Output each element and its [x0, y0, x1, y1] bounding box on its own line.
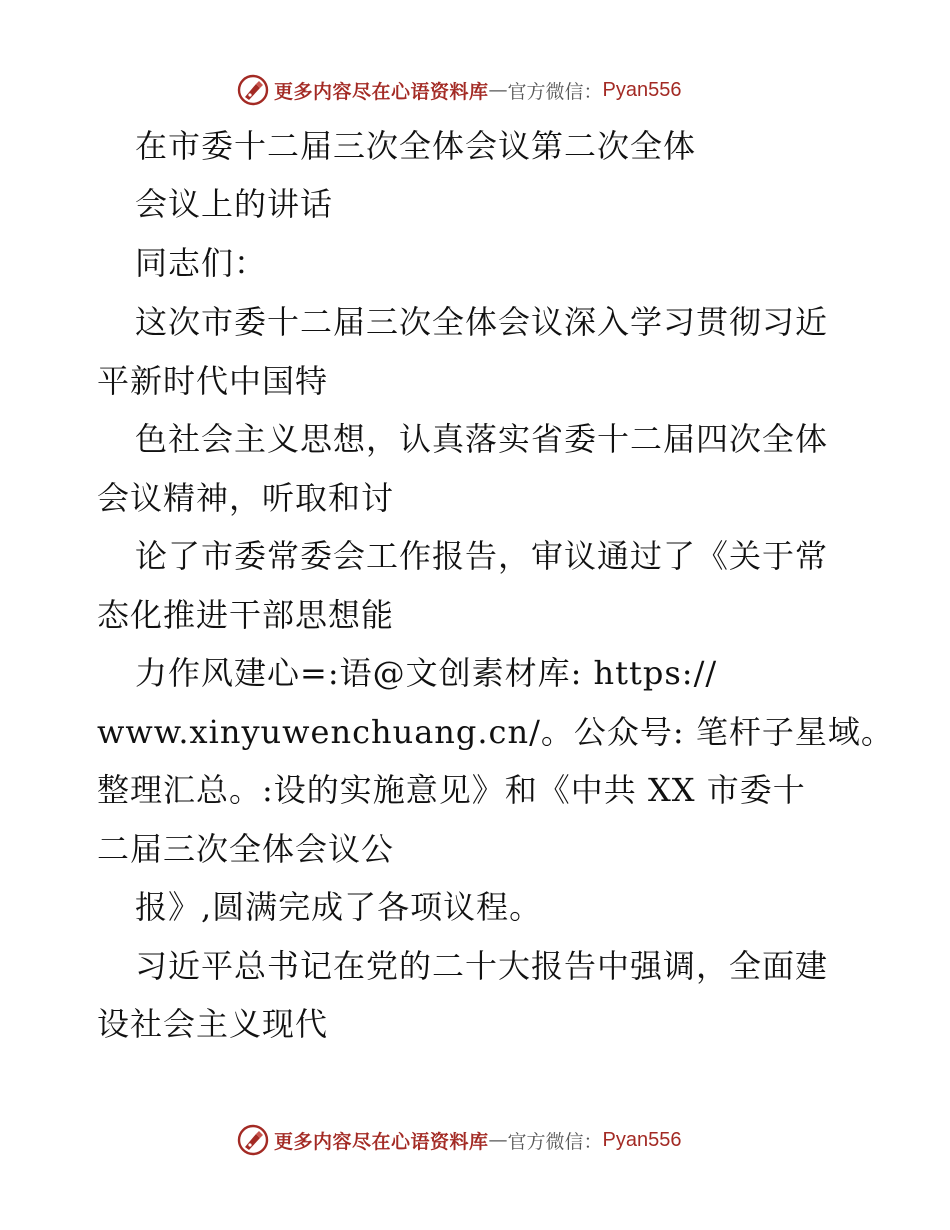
paragraph-line: 论了市委常委会工作报告，审议通过了《关于常 — [135, 537, 829, 575]
watermark-separator: — — [488, 79, 508, 101]
paragraph-line: 二届三次全体会议公 — [97, 830, 395, 868]
watermark-label: 官方微信： — [507, 80, 603, 103]
watermark-label: 官方微信： — [507, 1130, 603, 1153]
watermark-wechat-id: Pyan556 — [602, 78, 682, 101]
paragraph-line: 会议精神，听取和讨 — [97, 479, 395, 517]
document-title-line-1: 在市委十二届三次全体会议第二次全体 — [135, 127, 697, 165]
paragraph-line: 态化推进干部思想能 — [97, 596, 395, 634]
footer-watermark — [236, 1123, 682, 1157]
document-title-line-2: 会议上的讲话 — [135, 185, 334, 223]
watermark-wechat-id: Pyan556 — [602, 1128, 682, 1151]
pen-nib-logo-icon — [236, 1123, 270, 1157]
pen-nib-logo-icon — [236, 73, 270, 107]
watermark-main-text: 更多内容尽在心语资料库 — [274, 80, 489, 103]
paragraph-line: 这次市委十二届三次全体会议深入学习贯彻习近 — [135, 303, 829, 341]
salutation: 同志们： — [135, 244, 268, 282]
paragraph-line: www.xinyuwenchuang.cn/。公众号: 笔杆子星域。 — [97, 713, 894, 751]
header-watermark — [236, 73, 682, 107]
paragraph-line: 色社会主义思想，认真落实省委十二届四次全体 — [135, 420, 829, 458]
paragraph-line: 整理汇总。:设的实施意见》和《中共 XX 市委十 — [97, 771, 806, 809]
paragraph-line: 力作风建心=:语@文创素材库: https:// — [135, 654, 718, 692]
watermark-main-text: 更多内容尽在心语资料库 — [274, 1130, 489, 1153]
paragraph-line: 报》,圆满完成了各项议程。 — [135, 888, 543, 926]
paragraph-line: 习近平总书记在党的二十大报告中强调，全面建 — [135, 947, 829, 985]
watermark-separator: — — [488, 1129, 508, 1151]
paragraph-line: 设社会主义现代 — [97, 1005, 329, 1043]
paragraph-line: 平新时代中国特 — [97, 362, 329, 400]
